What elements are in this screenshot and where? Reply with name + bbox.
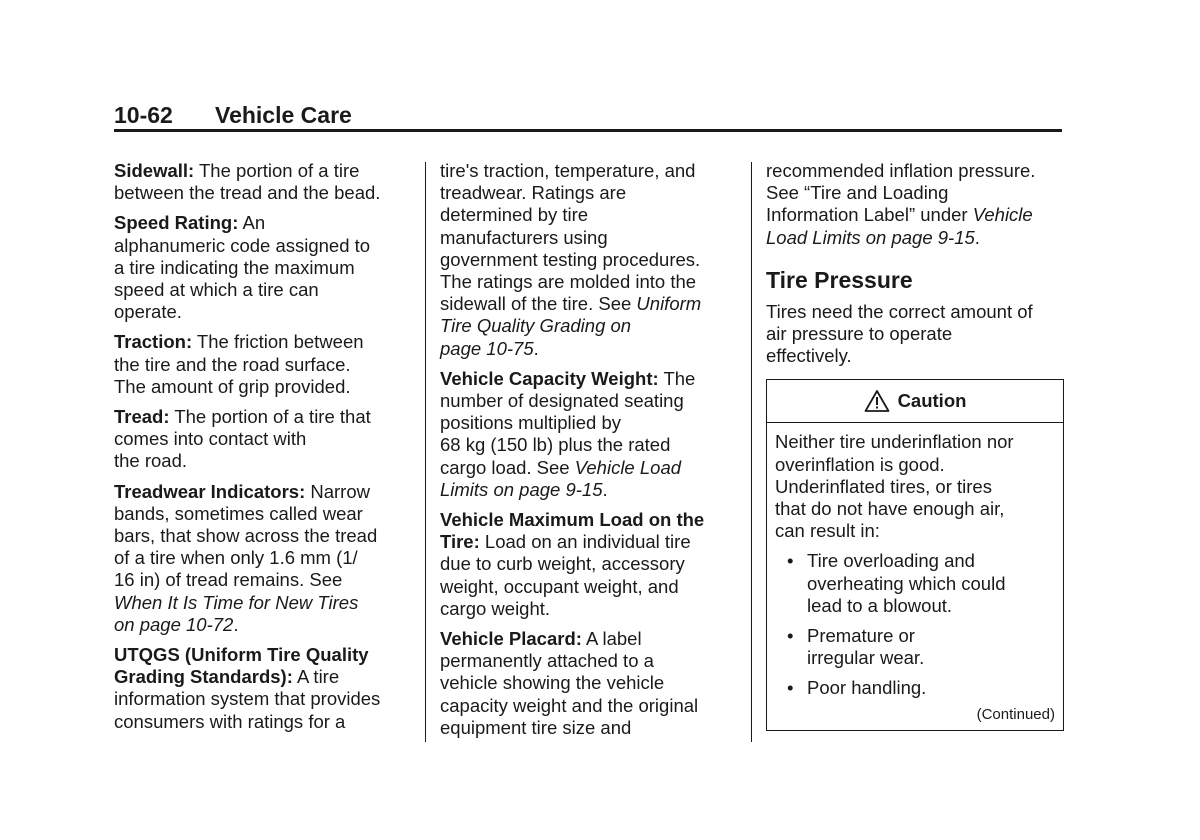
definition-text: 68 kg (150 lb) plus the rated bbox=[440, 434, 671, 456]
definition-text: sidewall of the tire. See bbox=[440, 293, 637, 315]
caution-text bbox=[775, 431, 1055, 542]
definition-text: Narrow bbox=[305, 480, 370, 502]
definition-text: The friction between bbox=[192, 331, 364, 353]
definition-text: equipment tire size and bbox=[440, 716, 632, 738]
definition-text: 16 in) of tread remains. See bbox=[114, 569, 343, 591]
definition-text: bands, sometimes called wear bbox=[114, 502, 363, 524]
cross-reference-link[interactable]: page 10-75 bbox=[440, 337, 534, 359]
bullet-item bbox=[787, 550, 1055, 617]
column-3 bbox=[766, 160, 1064, 731]
punctuation: . bbox=[602, 478, 608, 500]
definition-text: weight, occupant weight, and bbox=[440, 575, 679, 597]
body-text: overinflation is good. bbox=[775, 453, 945, 475]
column-1 bbox=[114, 160, 414, 741]
punctuation: . bbox=[974, 226, 980, 248]
definition-text: alphanumeric code assigned to bbox=[114, 234, 371, 256]
term: Traction: bbox=[114, 331, 193, 353]
definition-text: the tire and the road surface. bbox=[114, 353, 351, 375]
definition-text: A tire bbox=[292, 666, 340, 688]
bullet-icon: • bbox=[787, 677, 794, 699]
definition-text: cargo weight. bbox=[440, 597, 551, 619]
term: Vehicle Placard: bbox=[440, 628, 582, 650]
utqgs-continued bbox=[440, 160, 740, 360]
definition-text: The ratings are molded into the bbox=[440, 271, 697, 293]
cross-reference-link[interactable]: Tire Quality Grading on bbox=[440, 315, 632, 337]
bullet-text: Premature or bbox=[807, 625, 915, 647]
definition-text: between the tread and the bead. bbox=[114, 182, 381, 204]
definition-text: determined by tire bbox=[440, 204, 589, 226]
definition-text: A label bbox=[581, 628, 642, 650]
definition-text: vehicle showing the vehicle bbox=[440, 672, 665, 694]
bullet-text: lead to a blowout. bbox=[807, 594, 953, 616]
bullet-item bbox=[787, 677, 1055, 699]
definition-text: The portion of a tire that bbox=[169, 406, 371, 428]
term: Tire: bbox=[440, 531, 480, 553]
column-divider-2 bbox=[751, 162, 752, 742]
body-text: effectively. bbox=[766, 345, 852, 367]
cross-reference-link[interactable]: Load Limits on page 9-15 bbox=[766, 226, 975, 248]
term: Vehicle Capacity Weight: bbox=[440, 367, 659, 389]
definition-text: manufacturers using bbox=[440, 226, 608, 248]
cross-reference-link[interactable]: Limits on page 9-15 bbox=[440, 478, 603, 500]
term: Grading Standards): bbox=[114, 666, 293, 688]
term: UTQGS (Uniform Tire Quality bbox=[114, 644, 369, 666]
definition-text: See “Tire and Loading bbox=[766, 182, 949, 204]
cross-reference-link[interactable]: Vehicle Load bbox=[574, 456, 682, 478]
page-number: 10-62 bbox=[114, 102, 173, 128]
definition-text: comes into contact with bbox=[114, 428, 307, 450]
continued-label: (Continued) bbox=[976, 705, 1055, 723]
definition-text: capacity weight and the original bbox=[440, 694, 699, 716]
body-text: that do not have enough air, bbox=[775, 498, 1005, 520]
bullet-icon: • bbox=[787, 550, 794, 572]
definition-traction bbox=[114, 331, 414, 398]
body-text: Underinflated tires, or tires bbox=[775, 475, 992, 497]
definition-text: bars, that show across the tread bbox=[114, 525, 378, 547]
bullet-text: overheating which could bbox=[807, 572, 1006, 594]
section-title: Vehicle Care bbox=[215, 102, 352, 128]
definition-vehicle-capacity-weight bbox=[440, 368, 740, 501]
bullet-item bbox=[787, 625, 1055, 669]
definition-text: recommended inflation pressure. bbox=[766, 160, 1036, 181]
definition-text: government testing procedures. bbox=[440, 248, 701, 270]
definition-text: The bbox=[658, 367, 696, 389]
definition-text: a tire indicating the maximum bbox=[114, 256, 355, 278]
body-text: can result in: bbox=[775, 520, 880, 542]
punctuation: . bbox=[233, 613, 239, 635]
bullet-text: Poor handling. bbox=[807, 677, 927, 699]
definition-tread bbox=[114, 406, 414, 473]
definition-text: due to curb weight, accessory bbox=[440, 553, 685, 575]
section-heading-tire-pressure: Tire Pressure bbox=[766, 266, 913, 293]
definition-text: The amount of grip provided. bbox=[114, 375, 351, 397]
definition-text: information system that provides bbox=[114, 688, 381, 710]
definition-text: number of designated seating bbox=[440, 390, 684, 412]
cross-reference-link[interactable]: Vehicle bbox=[972, 204, 1033, 226]
definition-text: Information Label” under bbox=[766, 204, 973, 226]
caution-body bbox=[767, 423, 1063, 729]
caution-title: Caution bbox=[897, 390, 967, 412]
definition-text: An bbox=[238, 212, 266, 234]
body-text: air pressure to operate bbox=[766, 323, 953, 345]
caution-header bbox=[767, 380, 1063, 423]
definition-vehicle-maximum-load bbox=[440, 509, 740, 620]
cross-reference-link[interactable]: When It Is Time for New Tires bbox=[114, 591, 359, 613]
column-2 bbox=[440, 160, 740, 747]
cross-reference-link[interactable]: Uniform bbox=[636, 293, 702, 315]
definition-text: consumers with ratings for a bbox=[114, 710, 346, 732]
definition-text: cargo load. See bbox=[440, 456, 575, 478]
definition-treadwear-indicators bbox=[114, 481, 414, 636]
bullet-text: irregular wear. bbox=[807, 647, 925, 669]
definition-text: tire's traction, temperature, and bbox=[440, 160, 696, 181]
definition-text: The portion of a tire bbox=[194, 160, 360, 181]
term: Speed Rating: bbox=[114, 212, 239, 234]
definition-text: treadwear. Ratings are bbox=[440, 182, 627, 204]
cross-reference-link[interactable]: on page 10-72 bbox=[114, 613, 234, 635]
term: Treadwear Indicators: bbox=[114, 480, 306, 502]
definition-vehicle-placard bbox=[440, 628, 740, 739]
page-header bbox=[114, 100, 1062, 130]
definition-speed-rating bbox=[114, 212, 414, 323]
bullet-text: Tire overloading and bbox=[807, 550, 975, 572]
definition-text: positions multiplied by bbox=[440, 412, 621, 434]
bullet-icon: • bbox=[787, 625, 794, 647]
warning-triangle-icon bbox=[864, 389, 890, 413]
caution-box bbox=[766, 379, 1064, 730]
definition-text: operate. bbox=[114, 301, 182, 323]
term: Sidewall: bbox=[114, 160, 195, 181]
definition-text: of a tire when only 1.6 mm (1/ bbox=[114, 547, 358, 569]
definition-text: permanently attached to a bbox=[440, 650, 654, 672]
definition-utqgs bbox=[114, 644, 414, 733]
definition-text: the road. bbox=[114, 450, 188, 472]
term: Tread: bbox=[114, 406, 170, 428]
punctuation: . bbox=[533, 337, 539, 359]
tire-pressure-intro bbox=[766, 301, 1064, 368]
body-text: Tires need the correct amount of bbox=[766, 300, 1033, 322]
definition-text: speed at which a tire can bbox=[114, 279, 319, 301]
term: Vehicle Maximum Load on the bbox=[440, 509, 705, 531]
placard-continued bbox=[766, 160, 1064, 249]
header-rule bbox=[114, 129, 1062, 132]
body-text: Neither tire underinflation nor bbox=[775, 431, 1014, 453]
definition-text: Load on an individual tire bbox=[479, 531, 691, 553]
column-divider-1 bbox=[425, 162, 426, 742]
definition-sidewall bbox=[114, 160, 414, 204]
